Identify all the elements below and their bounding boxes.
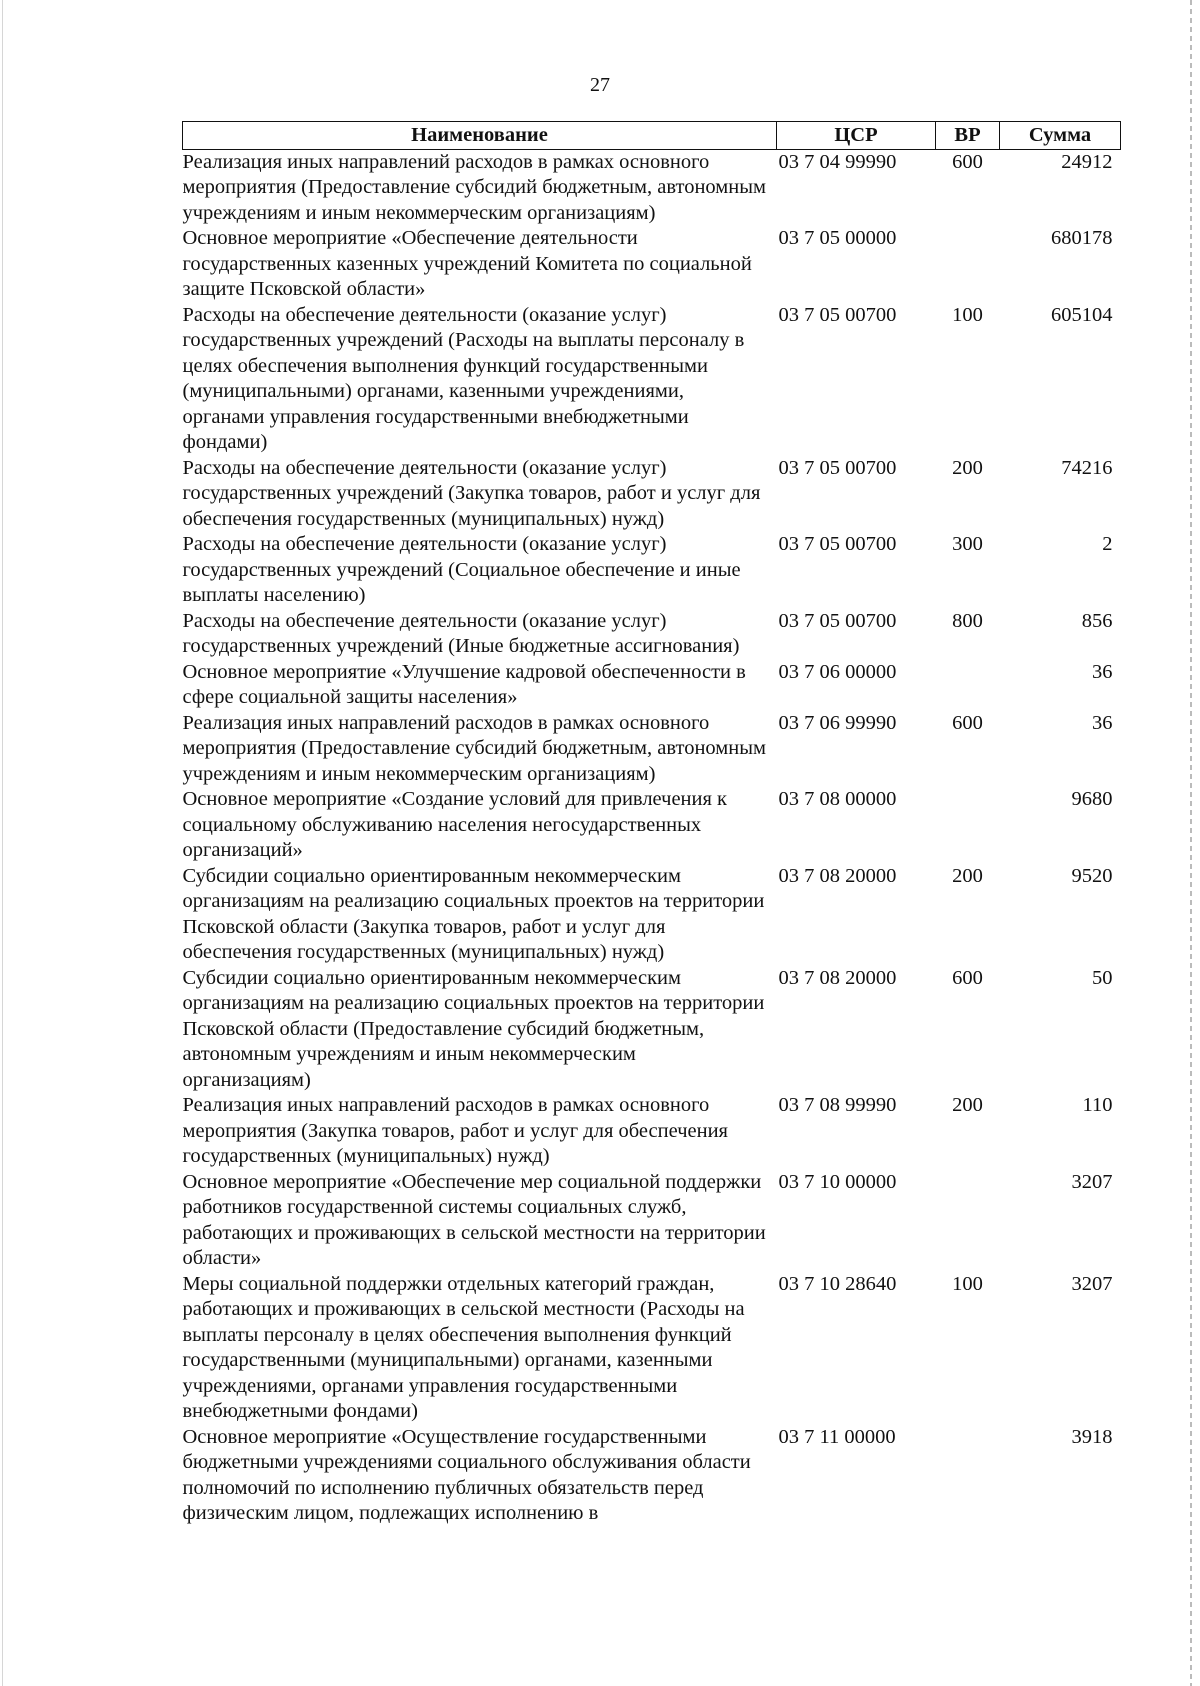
cell-csr: 03 7 06 00000 [778, 660, 897, 683]
cell-csr: 03 7 05 00700 [778, 533, 897, 555]
cell-name: Реализация иных направлений расходов в рамках основного мероприятия (Предоставление субсидий бюджетным, автономным учреждениям и иным некоммерческим организациям) [182, 150, 766, 224]
cell-sum: 856 [1081, 609, 1113, 632]
cell-csr: 03 7 05 00700 [778, 609, 897, 632]
table-body [183, 149, 1121, 1527]
table-row [183, 1425, 1121, 1527]
cell-csr: 03 7 10 28640 [778, 1272, 897, 1295]
table-header-row [183, 122, 1121, 150]
cell-vr: 100 [952, 303, 983, 326]
cell-csr: 03 7 08 20000 [778, 966, 897, 989]
cell-vr [936, 1425, 1000, 1527]
cell-csr: 03 7 08 99990 [778, 1094, 897, 1116]
cell-name: Реализация иных направлений расходов в рамках основного мероприятия (Предоставление субсидий бюджетным, автономным учреждениям и иным некоммерческим организациям) [182, 711, 766, 785]
cell-csr: 03 7 04 99990 [778, 150, 897, 173]
header-name: Наименование [183, 122, 777, 150]
cell-csr: 03 7 05 00700 [778, 456, 897, 479]
cell-name: Основное мероприятие «Обеспечение деятельности государственных казенных учреждений Комитета по социальной защите Псковской области» [182, 227, 752, 300]
cell-vr: 300 [952, 533, 983, 555]
cell-vr: 200 [952, 456, 983, 479]
cell-vr: 200 [952, 1094, 983, 1116]
cell-name: Основное мероприятие «Осуществление государственными бюджетными учреждениями социального обслуживания области полномочий по исполнению публичных обязательств перед физическим лицом, подлежащих исполнению в [182, 1425, 751, 1524]
cell-name: Расходы на обеспечение деятельности (оказание услуг) государственных учреждений (Социальное обеспечение и иные выплаты населению) [182, 533, 741, 606]
cell-sum: 605104 [1051, 303, 1113, 326]
cell-csr: 03 7 11 00000 [778, 1425, 896, 1448]
cell-csr: 03 7 05 00700 [778, 303, 897, 326]
table-row [183, 711, 1121, 788]
table-row [183, 532, 1121, 609]
cell-vr: 100 [952, 1272, 983, 1295]
budget-table [182, 121, 1121, 1527]
cell-name: Субсидии социально ориентированным некоммерческим организациям на реализацию социальных проектов на территории Псковской области (Предоставление субсидий бюджетным, автономным учреждениям и иным некоммерческим организациям) [182, 966, 765, 1091]
scan-edge-right [1190, 0, 1192, 1686]
cell-sum: 3918 [1071, 1425, 1113, 1448]
cell-sum: 50 [1092, 966, 1113, 989]
cell-csr: 03 7 08 20000 [778, 864, 897, 887]
scan-edge-left [2, 0, 3, 1686]
cell-sum: 74216 [1061, 456, 1113, 479]
cell-sum: 2 [1102, 533, 1113, 555]
table-row [183, 1272, 1121, 1425]
header-vr: ВР [936, 122, 1000, 150]
cell-csr: 03 7 06 99990 [778, 711, 897, 734]
cell-csr: 03 7 10 00000 [778, 1170, 897, 1193]
cell-sum: 110 [1082, 1094, 1113, 1116]
table-row [183, 456, 1121, 533]
cell-name: Расходы на обеспечение деятельности (оказание услуг) государственных учреждений (Расходы на выплаты персоналу в целях обеспечения выполнения функций государственными (муниципальными) органами, казенными учреждениями, органами управления государственными внебюджетными фондами) [182, 303, 745, 453]
cell-name: Расходы на обеспечение деятельности (оказание услуг) государственных учреждений (Иные бюджетные ассигнования) [182, 609, 740, 657]
cell-vr: 800 [952, 609, 983, 632]
cell-sum: 3207 [1071, 1170, 1113, 1193]
cell-sum: 36 [1092, 660, 1113, 683]
cell-name: Меры социальной поддержки отдельных категорий граждан, работающих и проживающих в сельской местности (Расходы на выплаты персоналу в целях обеспечения выполнения функций государственными (муниципальными) органами, казенными учреждениями, органами управления государственными внебюджетными фондами) [182, 1272, 745, 1422]
cell-name: Расходы на обеспечение деятельности (оказание услуг) государственных учреждений (Закупка товаров, работ и услуг для обеспечения государственных (муниципальных) нужд) [182, 456, 761, 530]
table-row [183, 226, 1121, 303]
cell-csr: 03 7 08 00000 [778, 788, 897, 810]
cell-name: Реализация иных направлений расходов в рамках основного мероприятия (Закупка товаров, работ и услуг для обеспечения государственных (муниципальных) нужд) [182, 1094, 728, 1167]
cell-name: Субсидии социально ориентированным некоммерческим организациям на реализацию социальных проектов на территории Псковской области (Закупка товаров, работ и услуг для обеспечения государственных (муниципальных) нужд) [182, 864, 765, 963]
cell-sum: 9520 [1071, 864, 1113, 887]
cell-vr: 200 [952, 864, 983, 887]
table-row [183, 149, 1121, 226]
cell-sum: 24912 [1061, 150, 1113, 173]
table-row [183, 1093, 1121, 1170]
header-csr: ЦСР [777, 122, 936, 150]
cell-vr: 600 [952, 711, 983, 734]
cell-vr [936, 226, 1000, 303]
table-row [183, 966, 1121, 1094]
cell-vr [936, 1170, 1000, 1272]
cell-name: Основное мероприятие «Улучшение кадровой обеспеченности в сфере социальной защиты населения» [182, 660, 746, 708]
cell-vr: 600 [952, 150, 983, 173]
cell-vr [936, 660, 1000, 711]
table-row [183, 864, 1121, 966]
cell-csr: 03 7 05 00000 [778, 227, 897, 249]
header-sum: Сумма [1000, 122, 1121, 150]
cell-name: Основное мероприятие «Обеспечение мер социальной поддержки работников государственной системы социальных служб, работающих и проживающих в сельской местности на территории области» [182, 1170, 766, 1269]
cell-sum: 9680 [1071, 788, 1113, 810]
cell-name: Основное мероприятие «Создание условий для привлечения к социальному обслуживанию населения негосударственных организаций» [182, 788, 728, 861]
table-row [183, 660, 1121, 711]
cell-sum: 680178 [1051, 227, 1113, 249]
page-number: 27 [590, 74, 610, 96]
cell-vr [936, 787, 1000, 864]
cell-sum: 36 [1092, 711, 1113, 734]
cell-sum: 3207 [1071, 1272, 1113, 1295]
cell-vr: 600 [952, 966, 983, 989]
table-row [183, 303, 1121, 456]
table-row [183, 1170, 1121, 1272]
table-row [183, 787, 1121, 864]
table-row [183, 609, 1121, 660]
